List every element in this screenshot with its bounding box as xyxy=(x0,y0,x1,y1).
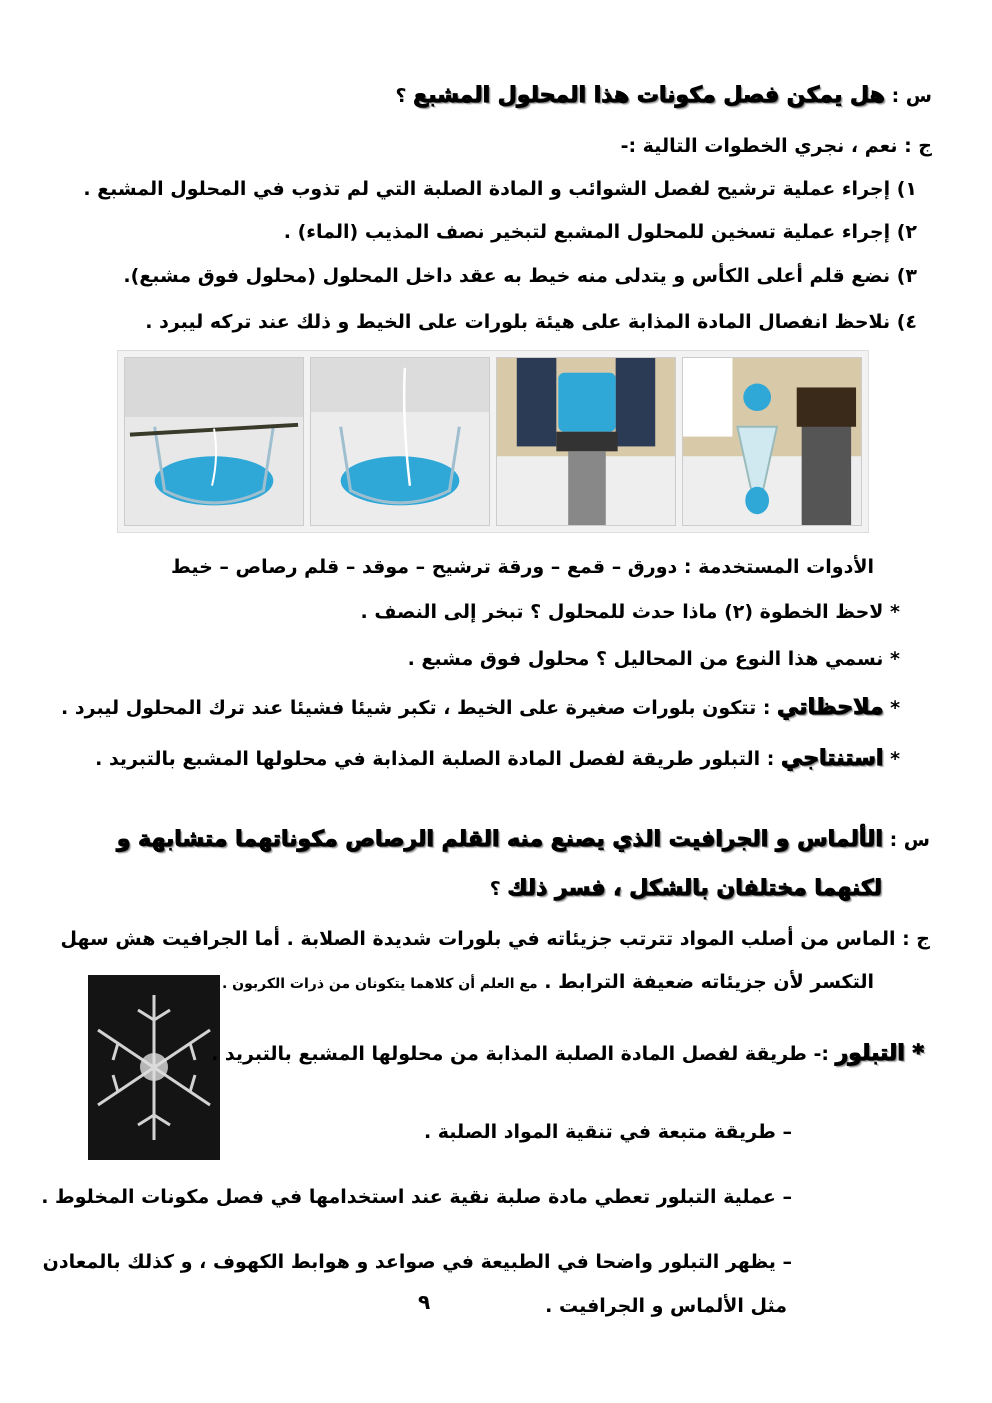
crystallization-definition xyxy=(211,1040,924,1068)
answer-intro: ج : نعم ، نجري الخطوات التالية :- xyxy=(620,135,932,157)
crystallization-point-1: – طريقة متبعة في تنقية المواد الصلبة . xyxy=(423,1121,792,1143)
crystallization-label: * التبلور xyxy=(835,1041,924,1066)
photo-beaker-string xyxy=(310,357,490,526)
tools-list: الأدوات المستخدمة : دورق – قمع – ورقة ترشيح – موقد – قلم رصاص – خيط xyxy=(171,556,874,578)
crystallization-point-2: – عملية التبلور تعطي مادة صلبة نقية عند استخدامها في فصل مكونات المخلوط . xyxy=(41,1186,792,1208)
crystallization-point-3: – يظهر التبلور واضحا في الطبيعة في صواعد و هوابط الكهوف ، و كذلك بالمعادن xyxy=(42,1251,792,1273)
observation-label: ملاحظاتي xyxy=(777,695,884,720)
observation-text: : تتكون بلورات صغيرة على الخيط ، تكبر شيئا فشيئا عند ترك المحلول ليبرد . xyxy=(61,697,771,719)
page-number: ٩ xyxy=(418,1290,431,1314)
bullet: * xyxy=(890,748,900,770)
question-mark: ؟ xyxy=(489,878,501,900)
bullet: * xyxy=(890,697,900,719)
question-1 xyxy=(50,82,932,110)
answer-2-note: مع العلم أن كلاهما يتكونان من ذرات الكربون . xyxy=(221,976,538,992)
question-prefix: س : xyxy=(891,85,932,107)
crystallization-point-3-cont: مثل الألماس و الجرافيت . xyxy=(545,1295,787,1317)
crystallization-text: :- طريقة لفصل المادة الصلبة المذابة من محلولها المشبع بالتبريد . xyxy=(211,1043,829,1065)
note-step-2: * لاحظ الخطوة (٢) ماذا حدث للمحلول ؟ تبخر إلى النصف . xyxy=(360,601,900,623)
question-1-title: هل يمكن فصل مكونات هذا المحلول المشبع xyxy=(413,83,885,108)
conclusion-label: استنتاجي xyxy=(780,746,884,771)
answer-2-main: التكسر لأن جزيئاته ضعيفة الترابط . xyxy=(544,971,874,993)
answer-2-line-2 xyxy=(221,968,874,998)
question-2-title-1: الألماس و الجرافيت الذي يصنع منه القلم الرصاص مكوناتهما متشابهة و xyxy=(116,827,883,852)
question-2-title-2: لكنهما مختلفان بالشكل ، فسر ذلك xyxy=(507,876,882,901)
question-2-line-1 xyxy=(70,826,930,854)
conclusion-text: : التبلور طريقة لفصل المادة الصلبة المذابة في محلولها المشبع بالتبريد . xyxy=(95,748,775,770)
snowflake-crystal-image xyxy=(88,975,220,1160)
photo-filtering-funnel xyxy=(682,357,862,526)
experiment-photos xyxy=(117,350,869,533)
question-2-line-2 xyxy=(50,875,882,903)
step-4: ٤) نلاحظ انفصال المادة المذابة على هيئة بلورات على الخيط و ذلك عند تركه ليبرد . xyxy=(145,311,917,333)
step-3: ٣) نضع قلم أعلى الكأس و يتدلى منه خيط به عقد داخل المحلول (محلول فوق مشبع). xyxy=(123,265,917,287)
photo-heating-flask xyxy=(496,357,676,526)
observation xyxy=(50,694,900,722)
step-2: ٢) إجراء عملية تسخين للمحلول المشبع لتبخير نصف المذيب (الماء) . xyxy=(283,221,917,243)
step-1: ١) إجراء عملية ترشيح لفصل الشوائب و المادة الصلبة التي لم تذوب في المحلول المشبع . xyxy=(83,178,917,200)
conclusion xyxy=(50,745,900,773)
question-prefix: س : xyxy=(889,829,930,851)
note-supersaturated: * نسمي هذا النوع من المحاليل ؟ محلول فوق مشبع . xyxy=(407,648,900,670)
question-mark: ؟ xyxy=(395,85,407,107)
photo-beaker-pencil-string xyxy=(124,357,304,526)
answer-2-line-1: ج : الماس من أصلب المواد تترتب جزيئاته في بلورات شديدة الصلابة . أما الجرافيت هش سهل xyxy=(60,928,930,950)
